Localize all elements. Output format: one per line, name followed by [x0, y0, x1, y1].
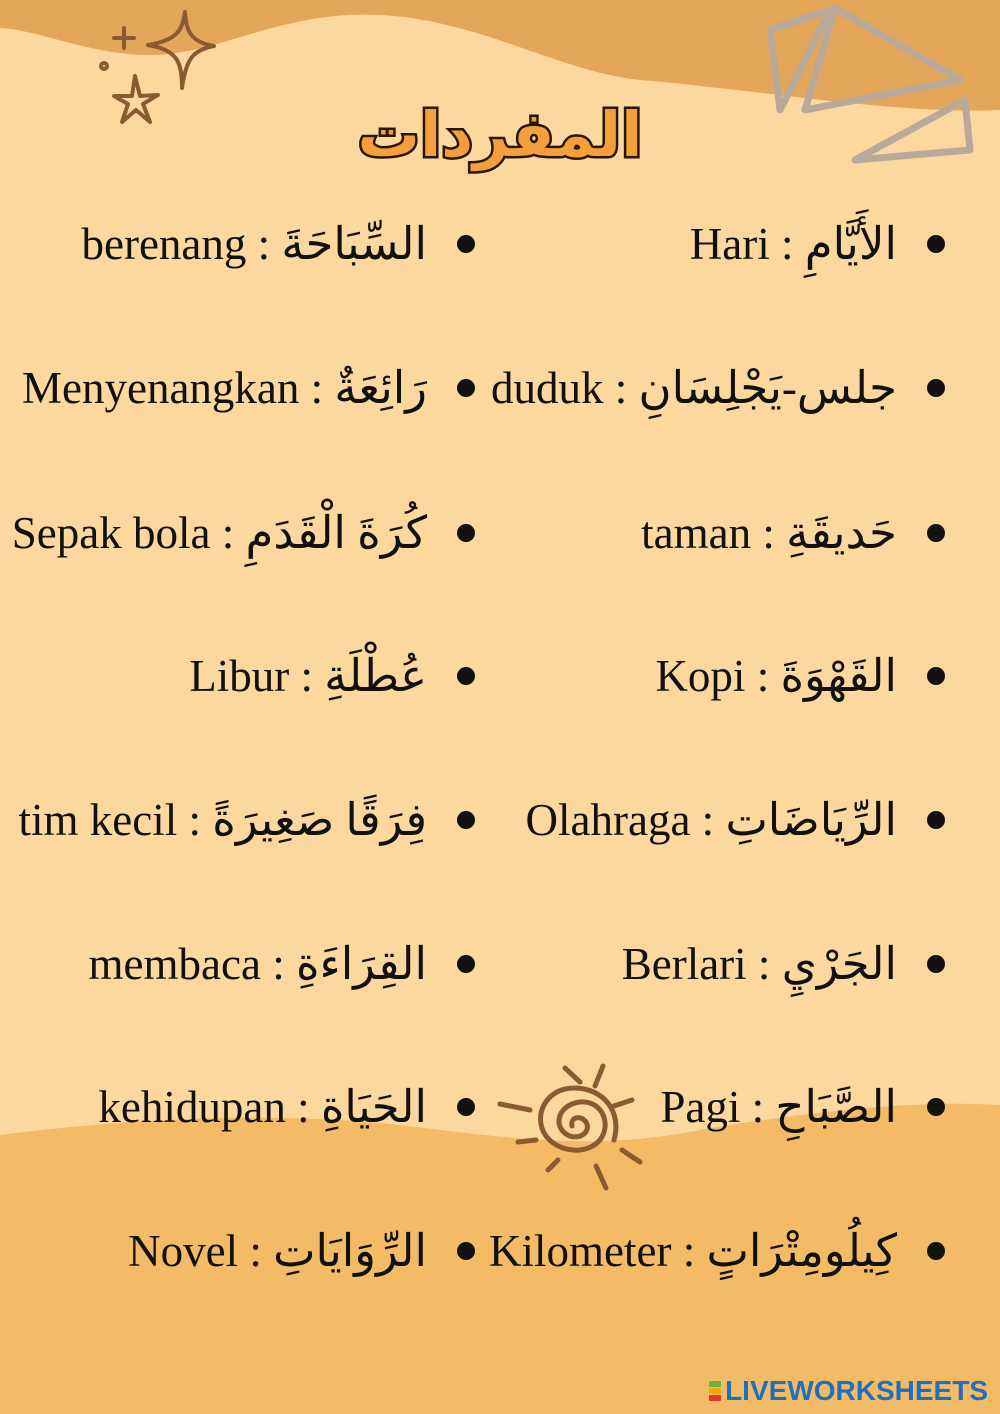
vocab-separator: :: [257, 219, 271, 269]
vocab-item: [128, 1221, 475, 1281]
vocab-separator: :: [756, 651, 770, 701]
vocab-arabic: الأَيَّامِ: [804, 219, 897, 269]
vocab-meaning: Libur: [189, 651, 290, 701]
vocab-separator: :: [701, 795, 715, 845]
vocab-meaning: Kilometer: [489, 1226, 672, 1276]
bullet-icon: [927, 1098, 945, 1116]
vocab-text: [491, 358, 897, 418]
vocab-separator: :: [310, 363, 324, 413]
vocab-item: [622, 934, 945, 994]
vocab-arabic: الصَّبَاحِ: [775, 1082, 897, 1132]
vocab-item: [655, 646, 945, 706]
vocab-separator: :: [272, 939, 285, 989]
vocab-separator: :: [614, 363, 628, 413]
bullet-icon: [927, 524, 945, 542]
vocab-meaning: Sepak bola: [11, 508, 211, 558]
vocab-separator: :: [780, 219, 794, 269]
logo-icon: [709, 1381, 721, 1401]
vocab-text: [526, 790, 897, 850]
vocab-text: [489, 1221, 897, 1281]
vocab-text: [89, 934, 427, 994]
bullet-icon: [457, 379, 475, 397]
logo-text: LIVEWORKSHEETS: [725, 1375, 988, 1406]
vocab-arabic: رَائِعَةٌ: [334, 363, 427, 413]
vocab-text: [655, 646, 897, 706]
vocab-text: [22, 358, 427, 418]
vocab-arabic: عُطْلَةِ: [324, 651, 427, 701]
vocab-arabic: الرِّيَاضَاتِ: [725, 795, 897, 845]
liveworksheets-logo: [709, 1376, 988, 1406]
vocab-item: [81, 214, 475, 274]
vocab-text: [660, 1077, 897, 1137]
vocab-arabic: كُرَةَ الْقَدَمِ: [245, 508, 427, 558]
vocab-arabic: الحَيَاةِ: [320, 1082, 427, 1132]
vocab-text: [12, 503, 427, 563]
vocab-separator: :: [188, 795, 202, 845]
vocab-meaning: taman: [641, 508, 752, 558]
vocab-meaning: membaca: [88, 939, 261, 989]
vocab-item: [89, 934, 475, 994]
bullet-icon: [927, 379, 945, 397]
vocab-arabic: كِيلُومِتْرَاتٍ: [706, 1226, 897, 1276]
vocab-meaning: Olahraga: [525, 795, 691, 845]
bullet-icon: [457, 955, 475, 973]
bullet-icon: [457, 235, 475, 253]
vocab-meaning: Hari: [689, 219, 770, 269]
vocab-text: [81, 214, 427, 274]
vocab-text: [98, 1077, 427, 1137]
vocab-text: [641, 503, 897, 563]
vocab-text: [690, 214, 897, 274]
vocab-separator: :: [300, 651, 313, 701]
vocab-item: [98, 1077, 475, 1137]
vocab-meaning: Pagi: [660, 1082, 741, 1132]
vocab-meaning: Kopi: [655, 651, 746, 701]
vocab-item: [660, 1077, 945, 1137]
vocab-text: [622, 934, 897, 994]
vocab-arabic: السِّبَاحَةَ: [281, 219, 427, 269]
vocab-arabic: القِرَاءَةِ: [295, 939, 427, 989]
vocab-separator: :: [762, 508, 775, 558]
bullet-icon: [457, 811, 475, 829]
vocab-item: [489, 1221, 945, 1281]
vocab-item: [22, 358, 475, 418]
vocab-meaning: Berlari: [621, 939, 747, 989]
vocab-meaning: tim kecil: [18, 795, 178, 845]
vocab-arabic: القَهْوَةَ: [780, 651, 897, 701]
vocab-item: [641, 503, 945, 563]
vocab-arabic: الرِّوَايَاتِ: [273, 1226, 427, 1276]
vocab-separator: :: [757, 939, 771, 989]
vocab-separator: :: [682, 1226, 696, 1276]
vocab-arabic: حَديقَةِ: [786, 508, 897, 558]
vocab-meaning: berenang: [81, 219, 247, 269]
vocab-text: [128, 1221, 427, 1281]
vocab-item: [690, 214, 945, 274]
bullet-icon: [927, 235, 945, 253]
vocab-meaning: Menyenangkan: [21, 363, 300, 413]
bullet-icon: [457, 667, 475, 685]
bullet-icon: [457, 1098, 475, 1116]
vocab-item: [189, 646, 475, 706]
bullet-icon: [927, 955, 945, 973]
vocab-item: [19, 790, 475, 850]
vocab-arabic: فِرَقًا صَغِيرَةً: [212, 795, 427, 845]
vocab-text: [189, 646, 427, 706]
bullet-icon: [927, 811, 945, 829]
vocab-item: [12, 503, 475, 563]
vocab-meaning: kehidupan: [98, 1082, 286, 1132]
vocab-separator: :: [221, 508, 235, 558]
vocab-arabic: الجَرْيِ: [781, 939, 897, 989]
vocab-separator: :: [297, 1082, 310, 1132]
vocab-meaning: duduk: [491, 363, 604, 413]
bullet-icon: [927, 667, 945, 685]
page-title: المفردات: [357, 98, 643, 171]
vocab-text: [19, 790, 427, 850]
vocab-item: [526, 790, 945, 850]
vocab-separator: :: [249, 1226, 262, 1276]
bullet-icon: [927, 1242, 945, 1260]
vocab-separator: :: [751, 1082, 765, 1132]
vocab-arabic: جلس-يَجْلِسَانِ: [638, 363, 897, 413]
bullet-icon: [457, 1242, 475, 1260]
vocab-item: [491, 358, 945, 418]
bullet-icon: [457, 524, 475, 542]
vocab-meaning: Novel: [128, 1226, 239, 1276]
